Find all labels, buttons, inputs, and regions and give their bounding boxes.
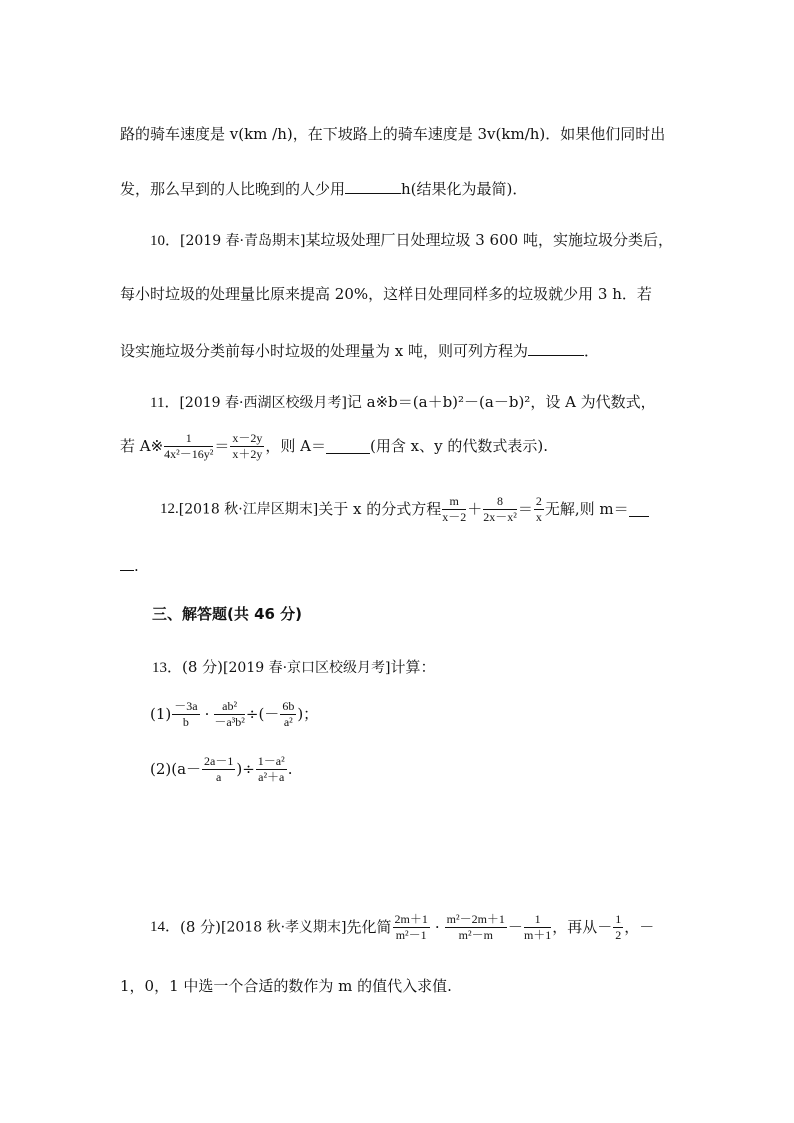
q14-text1: 先化简 — [346, 918, 392, 937]
q11-line2 — [120, 432, 548, 461]
q14-f2-denominator: m²－m — [458, 928, 493, 943]
q13-p2-fraction-2 — [256, 755, 287, 784]
q12-answer-blank-end[interactable] — [120, 556, 134, 571]
q14-score: (8 分) — [180, 918, 222, 937]
q14-dot: · — [434, 918, 440, 937]
q12-fraction-3 — [534, 495, 544, 524]
q14-source: [2018 秋·孝义期末] — [221, 919, 347, 936]
q13-number: 13． — [152, 660, 183, 676]
q13-p1-fraction-1 — [172, 700, 199, 729]
q13-p1-f1-numerator: －3a — [172, 700, 199, 715]
q11-post2: (用含 x、y 的代数式表示). — [370, 437, 548, 456]
q10-text3: 设实施垃圾分类前每小时垃圾的处理量为 x 吨，则可列方程为 — [120, 342, 528, 360]
q12-line2 — [120, 556, 139, 574]
q14-text3: ，－ — [624, 918, 655, 937]
q13-p2-f2-denominator: a²＋a — [258, 770, 285, 785]
q13-line1 — [152, 660, 436, 676]
q13-p2-fraction-1 — [202, 755, 235, 784]
q13-p1-f2-denominator: －a³b² — [214, 715, 245, 730]
q14-text2: ，再从－ — [552, 918, 613, 937]
q13-p1-dot: · — [204, 705, 210, 724]
q12-fraction-2 — [483, 495, 517, 524]
q14-f2-numerator: m²－2m＋1 — [445, 913, 507, 928]
q13-text: 计算： — [390, 658, 436, 676]
q10-answer-blank[interactable] — [528, 341, 584, 356]
q11-frac1-denominator: 4x²－16y² — [164, 447, 214, 462]
q13-score: (8 分) — [182, 658, 224, 676]
q11-source: [2019 春·西湖区校级月考] — [179, 395, 347, 411]
q12-frac1-numerator: m — [442, 495, 466, 510]
q10-number: 10． — [150, 233, 181, 249]
q14-fraction-2 — [445, 913, 507, 942]
q11-number: 11． — [150, 395, 180, 411]
q10-source: [2019 春·青岛期末] — [180, 233, 306, 249]
q11-frac2-numerator: x－2y — [230, 432, 264, 447]
q13-p2-end: . — [287, 760, 293, 779]
q14-fraction-1 — [393, 913, 430, 942]
q13-p1-fraction-2 — [214, 700, 245, 729]
q14-fraction-4 — [613, 913, 623, 942]
q12-fraction-1 — [442, 495, 466, 524]
q12-text1: 关于 x 的分式方程 — [318, 500, 442, 519]
q11-pre: 若 A※ — [120, 437, 164, 456]
q14-f3-denominator: m＋1 — [523, 928, 552, 943]
q13-p1-end: )； — [297, 705, 319, 724]
q11-text1: 记 a※b＝(a＋b)²－(a－b)²，设 A 为代数式， — [346, 393, 656, 411]
q13-p1-fraction-3 — [280, 700, 296, 729]
q9-line1: 路的骑车速度是 v(km /h)，在下坡路上的骑车速度是 3v(km/h)．如果他们同时出 — [120, 125, 666, 143]
q12-frac2-denominator: 2x－x² — [483, 510, 517, 525]
q13-part1-label: (1) — [150, 705, 172, 724]
q14-fraction-3 — [524, 913, 551, 942]
q13-p1-divide: ÷(－ — [245, 705, 280, 724]
q12-frac3-numerator: 2 — [534, 495, 544, 510]
q10-line2: 每小时垃圾的处理量比原来提高 20%，这样日处理同样多的垃圾就少用 3 h．若 — [120, 285, 652, 303]
q9-line2-tail: h(结果化为最简)． — [401, 180, 528, 198]
q13-p2-f2-numerator: 1－a² — [256, 755, 287, 770]
q11-frac2-denominator: x＋2y — [232, 447, 263, 462]
q12-answer-blank-start[interactable] — [629, 502, 649, 517]
q14-line1 — [150, 913, 654, 942]
q14-minus: － — [507, 918, 523, 937]
q11-frac1-numerator: 1 — [164, 432, 213, 447]
q12-frac1-denominator: x－2 — [442, 510, 467, 525]
q13-p2-f1-denominator: a — [216, 770, 222, 785]
q10-text1: 某垃圾处理厂日处理垃圾 3 600 吨，实施垃圾分类后， — [305, 231, 673, 249]
q10-line1 — [150, 233, 673, 249]
q13-p1-f3-numerator: 6b — [280, 700, 296, 715]
q13-p1-f1-denominator: b — [182, 715, 189, 730]
q12-frac2-numerator: 8 — [483, 495, 517, 510]
q13-part2-label: (2)(a－ — [150, 760, 202, 779]
q14-f4-numerator: 1 — [613, 913, 623, 928]
q14-f1-numerator: 2m＋1 — [393, 913, 430, 928]
q12-source: [2018 秋·江岸区期末] — [178, 501, 319, 518]
q12-frac3-denominator: x — [535, 510, 542, 525]
q11-equals: ＝ — [214, 437, 230, 456]
section-3-heading: 三、解答题(共 46 分) — [152, 605, 303, 623]
q13-part2 — [150, 755, 293, 784]
q9-line2 — [120, 179, 527, 197]
q14-f4-denominator: 2 — [615, 928, 622, 943]
q11-post1: ，则 A＝ — [265, 437, 327, 456]
q12-cont: . — [134, 557, 139, 575]
q13-part1 — [150, 700, 318, 729]
q13-source: [2019 春·京口区校级月考] — [223, 660, 391, 676]
q11-fraction-2 — [230, 432, 264, 461]
q14-f3-numerator: 1 — [524, 913, 551, 928]
q12-equals: ＝ — [517, 500, 533, 519]
q13-p2-f1-numerator: 2a－1 — [202, 755, 235, 770]
q13-p1-f2-numerator: ab² — [214, 700, 245, 715]
q9-answer-blank[interactable] — [345, 179, 401, 194]
q10-end: ． — [584, 342, 600, 360]
q13-p1-f3-denominator: a² — [283, 715, 293, 730]
q10-line3 — [120, 341, 599, 359]
q11-line1 — [150, 395, 656, 411]
q14-number: 14． — [150, 919, 181, 936]
q11-fraction-1 — [164, 432, 213, 461]
q14-f1-denominator: m²－1 — [395, 928, 427, 943]
q12-number: 12. — [160, 501, 179, 518]
q11-answer-blank[interactable] — [326, 439, 370, 454]
q13-p2-divide: )÷ — [236, 760, 255, 779]
q12-text2: 无解,则 m＝ — [544, 500, 629, 519]
q12-plus: ＋ — [467, 500, 483, 519]
q9-line2-text: 发，那么早到的人比晚到的人少用 — [120, 180, 346, 198]
q12-line1 — [160, 495, 649, 524]
q14-line2: 1，0，1 中选一个合适的数作为 m 的值代入求值. — [120, 977, 452, 995]
